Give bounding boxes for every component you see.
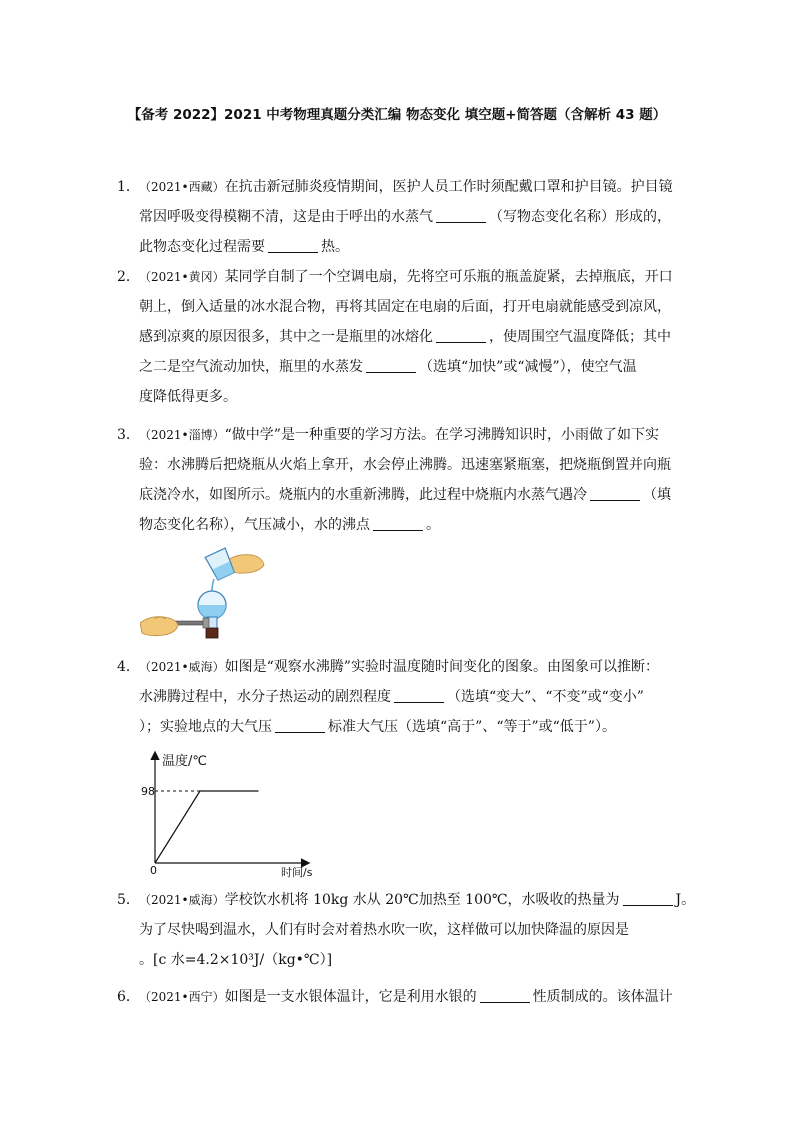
question-text: （选填“变大”、“不变”或“变小” bbox=[447, 689, 644, 705]
question-4 bbox=[117, 652, 680, 742]
question-number: 6． bbox=[117, 989, 140, 1005]
question-text: 在抗击新冠肺炎疫情期间，医护人员工作时须配戴口罩和护目镜。护目镜 bbox=[224, 179, 673, 195]
question-text: 水沸腾过程中，水分子热运动的剧烈程度 bbox=[139, 689, 391, 705]
flask-cooling-illustration bbox=[140, 545, 265, 645]
temperature-line bbox=[155, 791, 259, 863]
question-source: （2021•西宁） bbox=[139, 990, 225, 1004]
question-text: 。[c 水=4.2×10³J/（kg•℃）] bbox=[139, 952, 333, 968]
question-text: 为了尽快喝到温水，人们有时会对着热水吹一吹，这样做可以加快降温的原因是 bbox=[139, 922, 629, 938]
question-text: 学校饮水机将 10kg 水从 20℃加热至 100℃，水吸收的热量为 bbox=[224, 892, 620, 908]
question-number: 5． bbox=[117, 892, 140, 908]
answer-blank[interactable] bbox=[373, 516, 423, 531]
question-text: 度降低得更多。 bbox=[139, 389, 237, 405]
answer-blank[interactable] bbox=[275, 718, 325, 733]
question-source: （2021•威海） bbox=[139, 660, 225, 674]
question-line bbox=[117, 352, 680, 382]
question-source: （2021•黄冈） bbox=[139, 270, 225, 284]
question-text: 常因呼吸变得模糊不清，这是由于呼出的水蒸气 bbox=[139, 209, 433, 225]
question-line bbox=[117, 172, 680, 202]
question-number: 3． bbox=[117, 427, 140, 443]
origin-label: 0 bbox=[150, 864, 157, 877]
question-number: 2． bbox=[117, 269, 140, 285]
question-line bbox=[117, 450, 680, 480]
pouring-cup bbox=[205, 548, 236, 581]
question-text: 热。 bbox=[321, 239, 349, 255]
question-text: 感到凉爽的原因很多，其中之一是瓶里的冰熔化 bbox=[139, 329, 433, 345]
question-text: 。 bbox=[426, 517, 440, 533]
answer-blank[interactable] bbox=[268, 238, 318, 253]
question-text: ）；实验地点的大气压 bbox=[139, 719, 272, 735]
question-text: 如图是“观察水沸腾”实验时温度随时间变化的图象。由图象可以推断： bbox=[224, 659, 659, 675]
question-line bbox=[117, 382, 680, 412]
answer-blank[interactable] bbox=[394, 688, 444, 703]
question-line bbox=[117, 232, 680, 262]
question-text: 之二是空气流动加快，瓶里的水蒸发 bbox=[139, 359, 363, 375]
question-text: 验：水沸腾后把烧瓶从火焰上拿开，水会停止沸腾。迅速塞紧瓶塞，把烧瓶倒置并向瓶 bbox=[139, 457, 671, 473]
question-line bbox=[117, 885, 696, 915]
question-text: J。 bbox=[675, 892, 696, 908]
document-title: 【备考 2022】2021 中考物理真题分类汇编 物态变化 填空题+简答题（含解析 43 题） bbox=[127, 107, 667, 123]
question-text: （填 bbox=[643, 487, 671, 503]
answer-blank[interactable] bbox=[590, 486, 640, 501]
question-line bbox=[117, 322, 680, 352]
answer-blank[interactable] bbox=[480, 988, 530, 1003]
question-text: 此物态变化过程需要 bbox=[139, 239, 265, 255]
question-source: （2021•威海） bbox=[139, 893, 225, 907]
answer-blank[interactable] bbox=[436, 208, 486, 223]
question-line bbox=[117, 712, 680, 742]
answer-blank[interactable] bbox=[366, 358, 416, 373]
question-line bbox=[117, 915, 680, 945]
question-text: 物态变化名称），气压减小，水的沸点 bbox=[139, 517, 370, 533]
y-axis-label: 温度/℃ bbox=[162, 754, 207, 769]
question-3 bbox=[117, 420, 680, 540]
question-2 bbox=[117, 262, 680, 412]
question-5 bbox=[117, 885, 696, 975]
question-line bbox=[117, 292, 680, 322]
question-line bbox=[117, 945, 680, 975]
question-line bbox=[117, 420, 680, 450]
question-line bbox=[117, 480, 680, 510]
holding-hand bbox=[140, 617, 178, 636]
question-line bbox=[117, 510, 680, 540]
question-number: 1． bbox=[117, 179, 140, 195]
question-line bbox=[117, 652, 680, 682]
y-tick-98: 98 bbox=[141, 785, 155, 798]
question-source: （2021•西藏） bbox=[139, 180, 225, 194]
question-text: 性质制成的。该体温计 bbox=[532, 989, 673, 1005]
question-line bbox=[117, 202, 680, 232]
question-line bbox=[117, 982, 680, 1012]
question-text: 底浇冷水，如图所示。烧瓶内的水重新沸腾，此过程中烧瓶内水蒸气遇冷 bbox=[139, 487, 587, 503]
answer-blank[interactable] bbox=[623, 891, 673, 906]
question-number: 4． bbox=[117, 659, 140, 675]
question-text: 如图是一支水银体温计，它是利用水银的 bbox=[224, 989, 477, 1005]
question-1 bbox=[117, 172, 680, 262]
x-axis-label: 时间/s bbox=[281, 866, 313, 879]
question-6 bbox=[117, 982, 680, 1012]
question-text: 某同学自制了一个空调电扇，先将空可乐瓶的瓶盖旋紧，去掉瓶底，开口 bbox=[224, 269, 673, 285]
question-text: “做中学”是一种重要的学习方法。在学习沸腾知识时，小雨做了如下实 bbox=[224, 427, 659, 443]
question-text: （写物态变化名称）形成的， bbox=[489, 209, 671, 225]
answer-blank[interactable] bbox=[436, 328, 486, 343]
temperature-time-graph bbox=[140, 745, 330, 880]
question-line bbox=[117, 682, 680, 712]
flask-stopper bbox=[206, 628, 218, 638]
question-text: （选填“加快”或“减慢”），使空气温 bbox=[419, 359, 637, 375]
question-text: 标准大气压（选填“高于”、“等于”或“低于”）。 bbox=[328, 719, 616, 735]
question-text: ，使周围空气温度降低；其中 bbox=[489, 329, 671, 345]
question-line bbox=[117, 262, 680, 292]
water-stream bbox=[212, 579, 214, 591]
question-source: （2021•淄博） bbox=[139, 428, 225, 442]
question-text: 朝上，倒入适量的冰水混合物，再将其固定在电扇的后面，打开电扇就能感受到凉风， bbox=[139, 299, 671, 315]
